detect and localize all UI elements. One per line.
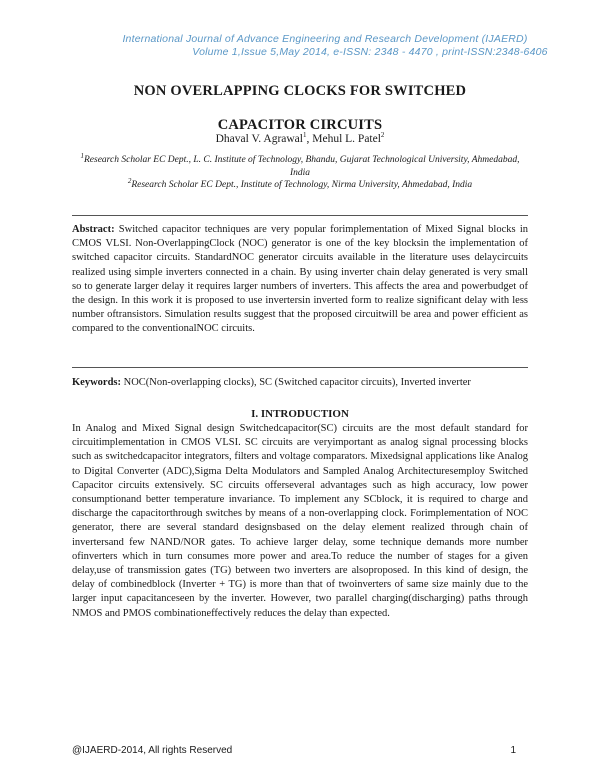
journal-volume-issn: Volume 1,Issue 5,May 2014, e-ISSN: 2348 - 4470 , print-ISSN:2348-6406: [192, 46, 548, 58]
title-line-1: NON OVERLAPPING CLOCKS FOR SWITCHED: [133, 83, 467, 99]
affiliation-2: [72, 176, 528, 192]
author-2-sup: 2: [380, 131, 385, 140]
abstract-text: Switched capacitor techniques are very popular forimplementation of Mixed Signal blocks in CMOS VLSI. Non-OverlappingClock (NOC) generator is one of the key blocksin the implementation of switched capacitor circuits. StandardNOC generator circuits available in the literature uses delaycircuits realized using simple inverters connected in a chain. By using inverter chain delay generated is very small so to generate larger delay it requires larger numbers of inverters. This affects the area and powerbudget of the design. In this work it is proposed to use invertersin inverted form to realize significant delay with less number oftransistors. Simulation results suggest that the proposed circuitwill be area and power efficient as compared to the conventionalNOC circuits.: [72, 224, 528, 335]
journal-name: International Journal of Advance Engineering and Research Development (IJAERD): [122, 33, 528, 45]
introduction-body: In Analog and Mixed Signal design Switchedcapacitor(SC) circuits are the most default standard for circuitimplementation in CMOS VLSI. SC circuits are veryimportant as analog signal processing blocks such as switchedcapacitor integrators, filters and voltage comparators. Mixedsignal applications like Analog to Digital Converter (ADC),Sigma Delta Modulators and Sampled Analog Architecturesemploy Switched Capacitor circuits extensively. SC circuits offerseveral advantages such as high accuracy, low power consumptionand better temperature invariance. To implement any SCblock, it is required to charge and discharge the capacitorthrough switches by means of a non-overlapping clock. Forimplementation of NOC generator, there are several standard designsbased on the delay element realized through chain of invertersand few NAND/NOR gates. To achieve larger delay, some technique demands more number ofinverters which in turn consumes more power and area.To reduce the number of stages for a given delay,use of transmission gates (TG) between two inverters are alsoproposed. In this kind of design, the delay of combinedblock (Inverter + TG) is more than that of twoinverters of same size mainly due to the larger input capacitanceseen by the inverter. However, two parallel charging(discharging) paths through NMOS and PMOS combinationeffectively reduces the delay than expected.: [72, 423, 528, 619]
author-1-sup: 1: [303, 131, 307, 140]
affiliation-1: [72, 151, 528, 179]
author-1: Dhaval V. Agrawal: [215, 133, 303, 145]
page-footer: [72, 745, 528, 756]
keywords-text: NOC(Non-overlapping clocks), SC (Switched capacitor circuits), Inverted inverter: [121, 377, 471, 388]
paper-title: [0, 74, 600, 142]
author-list: [0, 133, 600, 145]
affiliation-2-text: Research Scholar EC Dept., Institute of Technology, Nirma University, Ahmedabad, India: [131, 180, 473, 190]
affiliation-1-sup: 1: [80, 151, 84, 160]
author-separator: ,: [306, 133, 313, 145]
abstract-label: Abstract:: [72, 224, 115, 235]
author-2: Mehul L. Patel: [312, 133, 381, 145]
journal-header: [0, 33, 600, 59]
page-number: 1: [510, 745, 516, 756]
title-line-2: CAPACITOR CIRCUITS: [217, 117, 383, 133]
affiliation-1-text: Research Scholar EC Dept., L. C. Institute of Technology, Bhandu, Gujarat Technological University, Ahmedabad, India: [84, 155, 520, 178]
affiliations: [72, 151, 528, 192]
affiliation-2-sup: 2: [127, 176, 132, 185]
section-heading-introduction: I. INTRODUCTION: [251, 408, 349, 420]
abstract-bottom-rule: [72, 367, 528, 368]
abstract: [72, 223, 528, 337]
footer-copyright: @IJAERD-2014, All rights Reserved: [72, 745, 233, 756]
keywords-label: Keywords:: [72, 377, 121, 388]
keywords: [72, 376, 528, 390]
abstract-top-rule: [72, 215, 528, 216]
